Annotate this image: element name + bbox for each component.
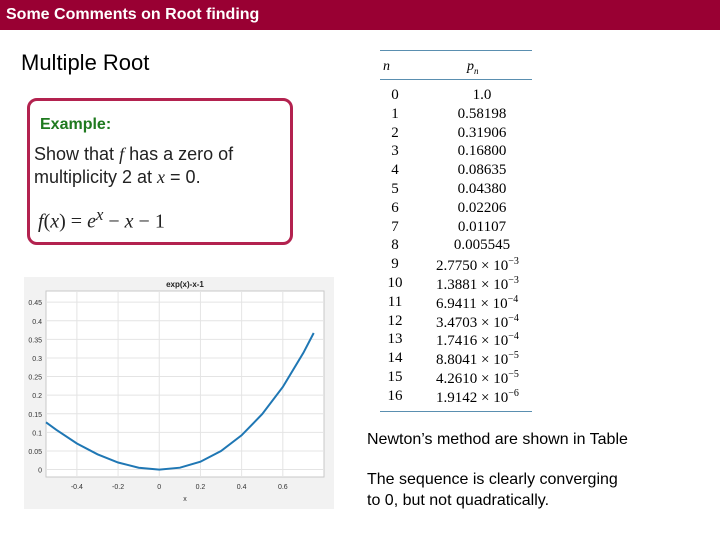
table-cell-n: 0 xyxy=(391,87,399,103)
table-cell-p xyxy=(432,237,532,254)
table-cell-p-exponent: −3 xyxy=(508,275,519,286)
table-cell-n: 6 xyxy=(391,199,399,216)
table-bottom-rule xyxy=(380,411,532,412)
table-row xyxy=(380,294,532,313)
y-tick-label: 0.3 xyxy=(32,355,42,363)
y-tick-label: 0.15 xyxy=(28,411,42,419)
table-row xyxy=(380,350,532,369)
slide-subtitle: Multiple Root xyxy=(21,50,150,75)
table-cell-p-value: 1.3881 × 10 xyxy=(436,277,509,293)
table-cell-n: 8 xyxy=(391,237,399,254)
formula-minus: − xyxy=(103,210,125,233)
table-cell-n: 5 xyxy=(391,181,399,197)
table-cell-p xyxy=(432,143,532,160)
plot-panel xyxy=(24,277,334,509)
table-cell-p-exponent: −4 xyxy=(508,312,519,324)
table-cell-p xyxy=(432,106,532,123)
chart xyxy=(24,277,334,509)
table-cell-n: 14 xyxy=(387,350,403,367)
table-row xyxy=(380,237,532,256)
table-cell-p-value: 6.9411 × 10 xyxy=(436,295,508,312)
y-tick-label: 0.25 xyxy=(28,374,42,382)
table-cell-p-exponent: −3 xyxy=(508,256,519,268)
table-cell-p xyxy=(436,369,532,388)
formula-x1: x xyxy=(50,210,60,233)
table-cell-p-value: 2.7750 × 10 xyxy=(436,258,509,275)
table-cell-p-exponent: −5 xyxy=(508,350,519,362)
table-cell-p-value: 8.8041 × 10 xyxy=(436,352,509,369)
note-line-3: to 0, but not quadratically. xyxy=(367,492,550,509)
table-cell-p-value: 3.4703 × 10 xyxy=(436,314,509,331)
table-cell-p-exponent: −5 xyxy=(508,369,519,380)
table-cell-p xyxy=(436,256,532,275)
table-cell-p xyxy=(436,275,532,294)
table-cell-n: 11 xyxy=(387,293,403,310)
note-line-1: Newton’s method are shown in Table xyxy=(367,431,628,448)
table-cell-n: 12 xyxy=(387,312,403,329)
x-tick-label: -0.2 xyxy=(112,484,125,491)
x-tick-label: 0 xyxy=(157,484,162,491)
table-cell-p-exponent: −6 xyxy=(508,387,519,399)
table-cell-p xyxy=(436,294,532,313)
x-tick-label: -0.4 xyxy=(70,484,83,491)
table-cell-p-value: 1.0 xyxy=(472,87,492,103)
table-cell-n: 15 xyxy=(387,369,403,385)
formula-tail: − 1 xyxy=(133,210,165,233)
table-cell-p xyxy=(436,388,532,407)
table-cell-n: 3 xyxy=(391,143,399,160)
table-cell-p-value: 1.9142 × 10 xyxy=(436,389,509,406)
example-x: x xyxy=(157,167,166,187)
table-row xyxy=(380,313,532,332)
table-row xyxy=(380,181,532,200)
table-cell-p-value: 0.005545 xyxy=(453,237,511,254)
table-cell-n: 10 xyxy=(387,275,403,291)
table-row xyxy=(380,200,532,219)
x-tick-label: 0.4 xyxy=(236,484,247,491)
table-header-p-sub: n xyxy=(474,65,479,76)
table-cell-p-value: 0.02206 xyxy=(457,199,507,216)
formula-eq: ) = xyxy=(59,210,88,233)
table-cell-p xyxy=(432,125,532,142)
note-line-2: The sequence is clearly converging xyxy=(367,471,618,488)
example-statement xyxy=(34,143,284,189)
formula-sup: x xyxy=(95,205,104,224)
table-cell-p xyxy=(432,87,532,104)
x-axis-label: x xyxy=(183,496,187,503)
example-text-1a: Show that xyxy=(34,144,120,164)
table-cell-n: 1 xyxy=(391,105,399,122)
table-row xyxy=(380,388,532,407)
table-cell-p-exponent: −4 xyxy=(508,331,519,343)
table-header-p xyxy=(467,59,479,76)
table-row xyxy=(380,162,532,181)
table-cell-n: 13 xyxy=(387,331,403,348)
formula-e: e xyxy=(87,210,96,233)
y-tick-label: 0.05 xyxy=(28,448,42,456)
example-text-1b: has a zero of xyxy=(124,144,234,164)
slide-title: Some Comments on Root finding xyxy=(6,6,260,23)
x-tick-label: 0.2 xyxy=(195,484,206,491)
y-tick-label: 0.35 xyxy=(28,337,42,345)
y-tick-label: 0 xyxy=(38,467,42,475)
table-cell-n: 7 xyxy=(391,218,399,235)
table-header-p-base: p xyxy=(467,59,474,74)
y-tick-label: 0.2 xyxy=(32,393,42,401)
table-cell-p-value: 0.01107 xyxy=(457,218,507,235)
table-cell-n: 2 xyxy=(391,124,399,141)
table-cell-p-value: 4.2610 × 10 xyxy=(436,371,509,387)
example-text-2b: = 0. xyxy=(165,167,201,187)
table-cell-p xyxy=(436,350,532,369)
table-cell-p-exponent: −4 xyxy=(507,293,519,305)
table-header-n: n xyxy=(383,59,390,74)
table-cell-p xyxy=(436,331,532,350)
table-cell-p xyxy=(432,162,532,179)
table-cell-p-value: 0.58198 xyxy=(457,105,507,122)
table-row xyxy=(380,106,532,125)
table-row xyxy=(380,256,532,275)
table-header-rule xyxy=(380,79,532,80)
y-tick-label: 0.1 xyxy=(32,430,42,438)
iteration-table xyxy=(380,50,532,412)
example-label: Example: xyxy=(40,116,112,133)
table-cell-p xyxy=(432,181,532,198)
table-row xyxy=(380,369,532,388)
table-cell-p xyxy=(432,219,532,236)
example-formula: $f(x) = e^x - x - 1$ xyxy=(38,205,165,233)
table-cell-n: 4 xyxy=(391,162,399,179)
y-tick-label: 0.4 xyxy=(32,318,42,326)
table-top-rule xyxy=(380,50,532,51)
table-row xyxy=(380,275,532,294)
table-row xyxy=(380,125,532,144)
example-f: f xyxy=(119,144,125,164)
table-cell-p-value: 0.04380 xyxy=(457,181,507,197)
formula-f: f xyxy=(38,210,44,233)
chart-title: exp(x)-x-1 xyxy=(166,280,204,289)
table-cell-n: 16 xyxy=(387,387,403,404)
table-row xyxy=(380,331,532,350)
table-row xyxy=(380,219,532,238)
table-cell-p xyxy=(436,313,532,332)
table-row xyxy=(380,143,532,162)
y-tick-label: 0.45 xyxy=(28,300,42,308)
x-tick-label: 0.6 xyxy=(277,484,288,491)
formula-x2: x xyxy=(124,210,134,233)
table-cell-p-value: 0.08635 xyxy=(457,162,507,179)
example-text-2a: multiplicity 2 at xyxy=(34,167,158,187)
table-cell-n: 9 xyxy=(391,256,399,273)
table-cell-p-value: 0.31906 xyxy=(457,124,507,141)
table-cell-p xyxy=(432,200,532,217)
title-bar xyxy=(0,0,720,30)
table-row xyxy=(380,87,532,106)
table-cell-p-value: 1.7416 × 10 xyxy=(436,333,509,350)
table-cell-p-value: 0.16800 xyxy=(457,143,507,160)
